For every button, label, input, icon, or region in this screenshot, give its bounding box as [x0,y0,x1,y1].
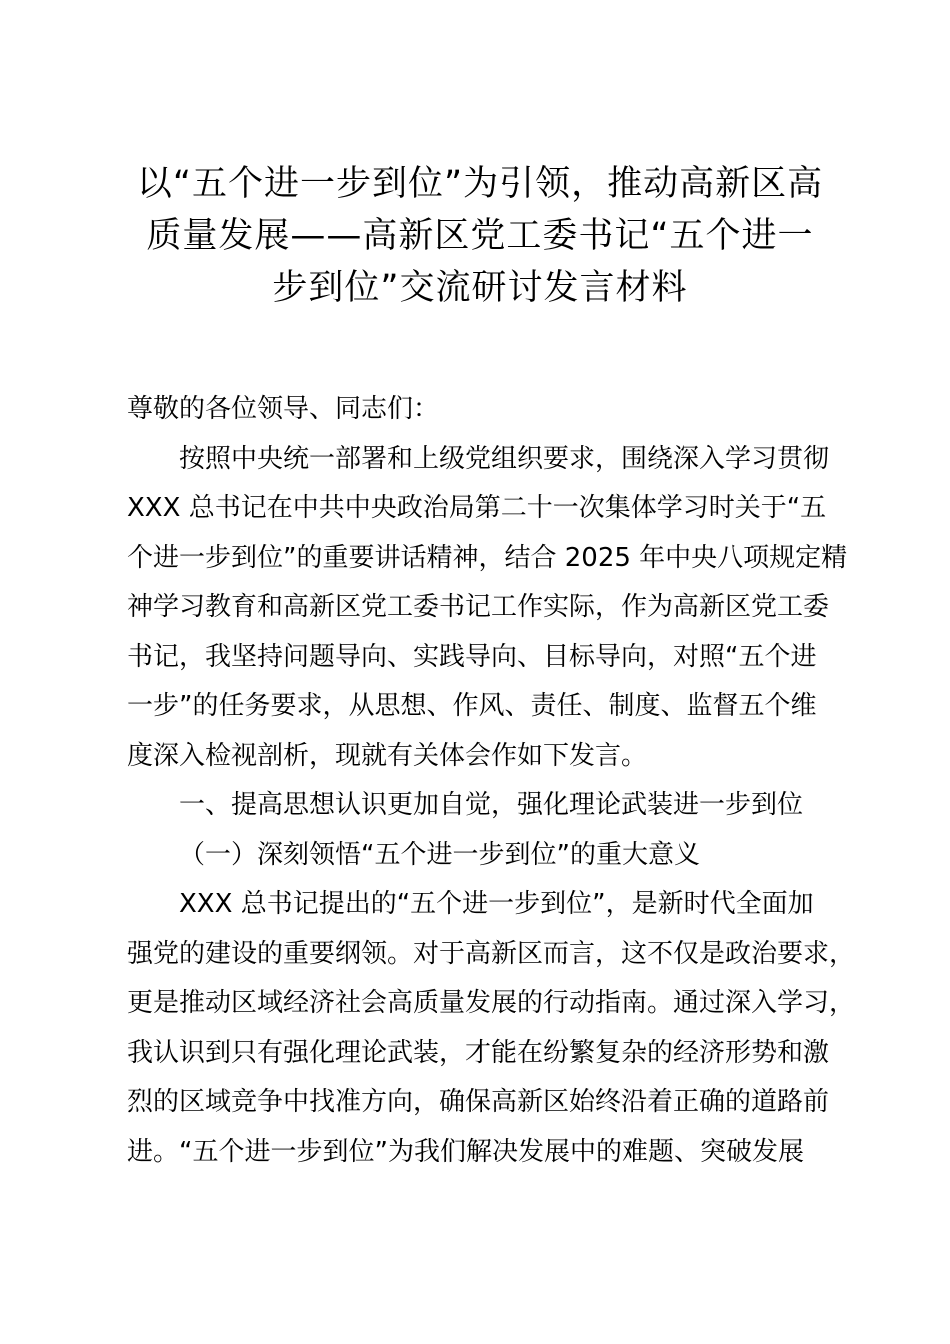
salutation: 尊敬的各位领导、同志们： [127,394,440,424]
paragraph-2-line-6: 进。“五个进一步到位”为我们解决发展中的难题、突破发展 [127,1136,804,1167]
title-line-1: 以“五个进一步到位”为引领，推动高新区高 [136,164,824,204]
subsection-heading-1: （一）深刻领悟“五个进一步到位”的重大意义 [179,839,700,870]
paragraph-2-line-5: 烈的区域竞争中找准方向，确保高新区始终沿着正确的道路前 [127,1087,830,1117]
title-line-2: 质量发展——高新区党工委书记“五个进一 [146,216,814,256]
paragraph-1-line-2: XXX 总书记在中共中央政治局第二十一次集体学习时关于“五 [127,493,827,523]
document-body [127,385,856,1177]
paragraph-2-line-1: XXX 总书记提出的“五个进一步到位”，是新时代全面加 [179,889,814,919]
paragraph-1-line-3: 个进一步到位”的重要讲话精神，结合 2025 年中央八项规定精 [127,542,848,573]
paragraph-1 [127,435,848,782]
paragraph-2-line-3: 更是推动区域经济社会高质量发展的行动指南。通过深入学习， [127,988,856,1018]
paragraph-1-line-7: 度深入检视剖析，现就有关体会作如下发言。 [127,740,648,771]
paragraph-2-line-4: 我认识到只有强化理论武装，才能在纷繁复杂的经济形势和激 [127,1037,830,1068]
document-title [110,158,850,314]
paragraph-2 [127,880,856,1177]
paragraph-1-line-6: 一步”的任务要求，从思想、作风、责任、制度、监督五个维 [127,691,817,721]
paragraph-1-line-1: 按照中央统一部署和上级党组织要求，围绕深入学习贯彻 [179,443,830,474]
paragraph-1-line-5: 书记，我坚持问题导向、实践导向、目标导向，对照“五个进 [127,641,817,672]
title-line-3: 步到位”交流研讨发言材料 [272,268,688,308]
section-heading-1: 一、提高思想认识更加自觉，强化理论武装进一步到位 [179,790,804,820]
paragraph-1-line-4: 神学习教育和高新区党工委书记工作实际，作为高新区党工委 [127,592,830,622]
paragraph-2-line-2: 强党的建设的重要纲领。对于高新区而言，这不仅是政治要求， [127,938,856,969]
